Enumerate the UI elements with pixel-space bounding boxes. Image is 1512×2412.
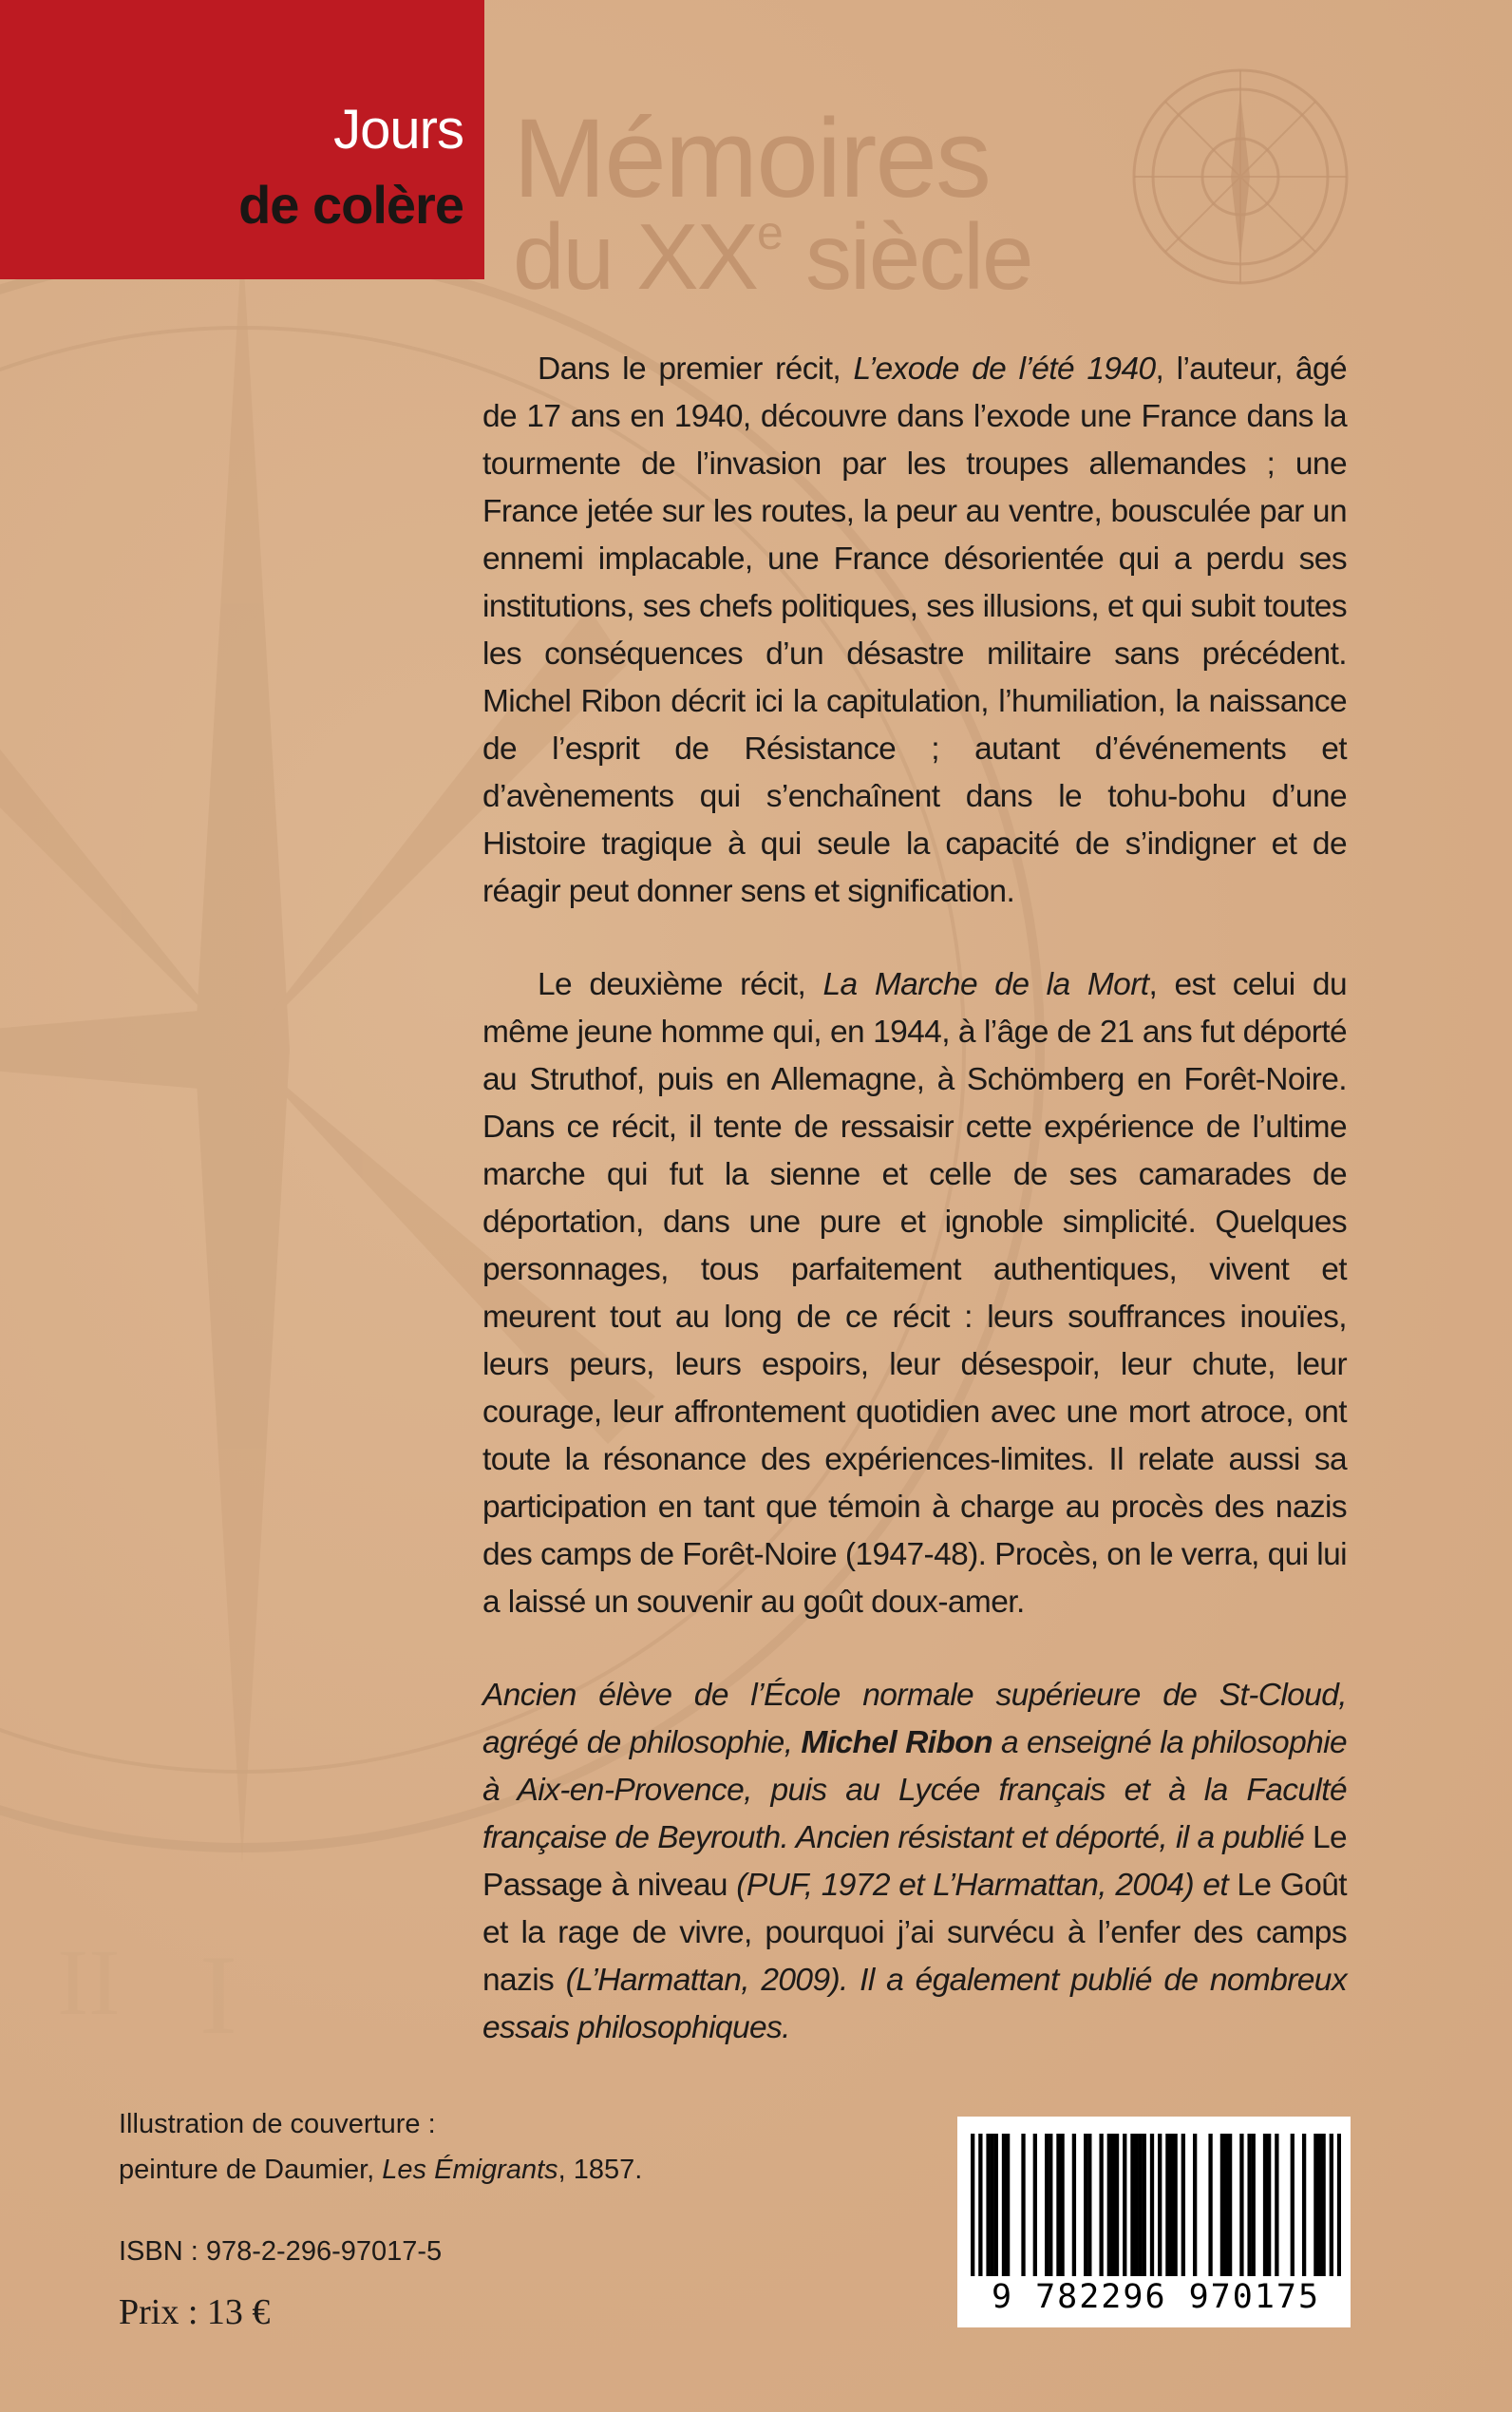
barcode-bar (1220, 2134, 1224, 2276)
barcode-bar (986, 2134, 990, 2276)
barcode-bar (1169, 2134, 1173, 2276)
svg-text:II: II (57, 1929, 121, 2035)
series-title-line2: de colère (238, 175, 463, 235)
barcode-bar (1049, 2134, 1052, 2276)
barcode-bar (1139, 2134, 1143, 2276)
barcode-bar (1247, 2134, 1251, 2276)
barcode-bar (1314, 2134, 1317, 2276)
barcode-bar (1143, 2134, 1146, 2276)
barcode-bar (1084, 2134, 1087, 2276)
barcode-bar (1291, 2134, 1295, 2276)
series-title-line1: Jours (333, 99, 463, 161)
barcode-bar (1158, 2134, 1162, 2276)
collection-title-line2: du XXe siècle (513, 204, 1032, 309)
collection-title-line1: Mémoires (513, 96, 990, 221)
barcode-bar (1302, 2134, 1306, 2276)
barcode-bar (1252, 2134, 1256, 2276)
summary-paragraph-2: Le deuxième récit, La Marche de la Mort, est celui du même jeune homme qui, en 1944, à l’âge de 21 ans fut déporté au Struthof, puis en Allemagne, à Schömberg en Forêt-Noire. Dans ce récit, il tente de ressaisir cette expérience de l’ultime marche qui fut la sienne et celle de ses camarades de déportation, dans une pure et ignoble simplicité. Quelques personnages, tous parfaitement authentiques, vivent et meurent tout au long de ce récit : leurs souffrances inouïes, leurs peurs, leurs espoirs, leur désespoir, leur chute, leur courage, leur affrontement quotidien avec une mort atroce, ont toute la résonance des expériences-limites. Il relate aussi sa participation en tant que témoin à charge au procès des nazis des camps de Forêt-Noire (1947-48). Procès, on le verra, qui lui a laissé un souvenir au goût doux-amer. (482, 967, 1347, 1620)
barcode-bar (1099, 2134, 1103, 2276)
barcode-bar (1317, 2134, 1321, 2276)
barcode-digits: 9 782296 970175 (991, 2278, 1321, 2316)
barcode-bar (1087, 2134, 1091, 2276)
barcode-bar (1165, 2134, 1169, 2276)
barcode-bar (1337, 2134, 1341, 2276)
barcode-bar (1134, 2134, 1138, 2276)
barcode-bar (1021, 2134, 1025, 2276)
barcode-bar (1193, 2134, 1197, 2276)
barcode-bar (1275, 2134, 1278, 2276)
author-bio: Ancien élève de l’École normale supérieure de St-Cloud, agrégé de philosophie, Michel Ribon a enseigné la philosophie à Aix-en-Provence, puis au Lycée français et à la Faculté française de Beyrouth. Ancien résistant et déporté, il a publié Le Passage à niveau (PUF, 1972 et L’Harmattan, 2004) et Le Goût et la rage de vivre, pourquoi j’ai survécu à l’enfer des camps nazis (L’Harmattan, 2009). Il a également publié de nombreux essais philosophiques. (482, 1678, 1348, 2045)
barcode-bar (1002, 2134, 1006, 2276)
barcode-bar (1060, 2134, 1064, 2276)
barcode-bar (1006, 2134, 1010, 2276)
author-name: Michel Ribon (801, 1725, 992, 1760)
back-cover-text (482, 346, 1347, 2052)
barcode-bar (1130, 2134, 1134, 2276)
barcode-bar (1173, 2134, 1177, 2276)
barcode-bar (971, 2134, 974, 2276)
title-exode: L’exode de l’été 1940 (853, 351, 1156, 387)
barcode-bar (1115, 2134, 1119, 2276)
barcode-bar (1239, 2134, 1243, 2276)
barcode-bar (1224, 2134, 1228, 2276)
illustration-credit: Illustration de couverture : peinture de Daumier, Les Émigrants, 1857. (119, 2109, 643, 2185)
summary-paragraph-1: Dans le premier récit, L’exode de l’été 1940, l’auteur, âgé de 17 ans en 1940, découvre dans l’exode une France dans la tourmente de l’invasion par les troupes allemandes ; une France jetée sur les routes, la peur au ventre, bousculée par un ennemi implacable, une France désorientée qui a perdu ses institutions, ses chefs politiques, ses illusions, et qui subit toutes les conséquences d’un désastre militaire sans précédent. Michel Ribon décrit ici la capitulation, l’humiliation, la naissance de l’esprit de Résistance ; autant d’événements et d’avènements qui s’enchaînent dans le tohu-bohu d’une Histoire tragique à qui seule la capacité de s’indigner et de réagir peut donner sens et signification. (482, 351, 1347, 909)
series-banner (0, 0, 484, 279)
barcode-bar (1107, 2134, 1111, 2276)
barcode-bar (1123, 2134, 1126, 2276)
barcode-bar (1263, 2134, 1267, 2276)
barcode-bar (1321, 2134, 1325, 2276)
barcode-bar (1033, 2134, 1037, 2276)
compass-rosette-emblem (1128, 65, 1352, 289)
barcode-bar (1267, 2134, 1271, 2276)
svg-text:I: I (199, 1931, 237, 2058)
barcode-bar (1056, 2134, 1060, 2276)
barcode-bar (1150, 2134, 1154, 2276)
barcode (957, 2117, 1351, 2327)
barcode-bar (1208, 2134, 1212, 2276)
barcode-bar (991, 2134, 994, 2276)
barcode-bar (1181, 2134, 1185, 2276)
barcode-bars (971, 2134, 1341, 2276)
title-marche: La Marche de la Mort (822, 967, 1149, 1002)
barcode-bar (1228, 2134, 1232, 2276)
barcode-bar (1330, 2134, 1333, 2276)
barcode-bar (1111, 2134, 1115, 2276)
barcode-bar (994, 2134, 998, 2276)
price: Prix : 13 € (119, 2292, 271, 2332)
isbn: ISBN : 978-2-296-97017-5 (119, 2236, 443, 2267)
barcode-bar (978, 2134, 982, 2276)
barcode-bar (1072, 2134, 1076, 2276)
barcode-bar (1045, 2134, 1049, 2276)
